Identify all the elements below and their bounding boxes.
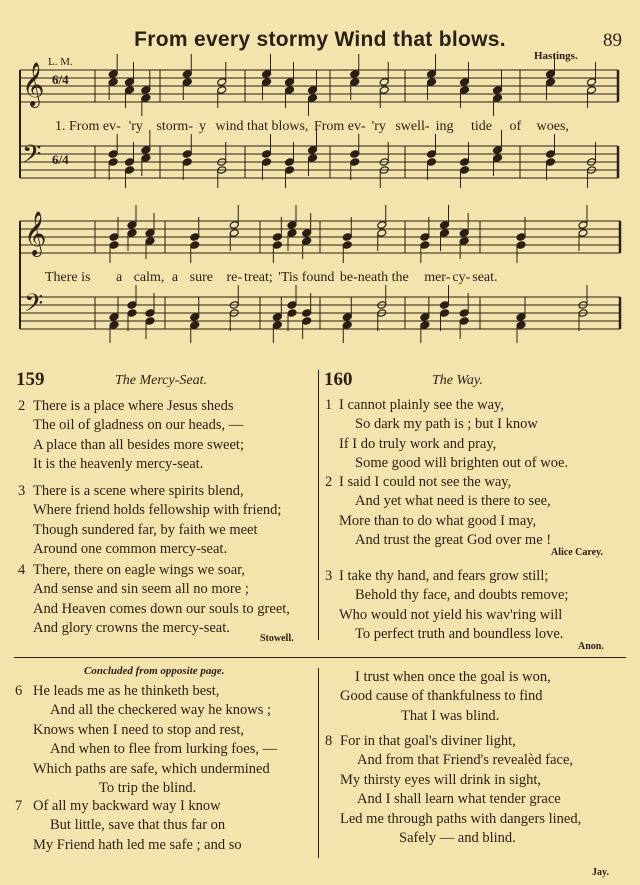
note-head — [141, 94, 151, 103]
author-credit: Anon. — [578, 641, 604, 652]
concluded-verse — [325, 668, 625, 726]
verse-line: And when to flee from lurking foes, — — [50, 741, 278, 758]
lyric: neath the — [357, 270, 409, 285]
verse-line: My thirsty eyes will drink in sight, — [340, 771, 541, 788]
note-head — [127, 309, 137, 318]
verse-line: So dark my path is ; but I know — [355, 416, 538, 433]
verse-line: To perfect truth and boundless love. — [355, 626, 564, 643]
concluded-verse — [15, 797, 315, 855]
verse-line: And I shall learn what tender grace — [357, 791, 561, 808]
note-head — [287, 301, 297, 310]
lyric: 'Tis found — [278, 270, 335, 285]
page-title: From every stormy Wind that blows. — [134, 28, 506, 51]
note-head — [493, 86, 503, 95]
note-head — [420, 241, 430, 250]
time-signature-text: 6/4 — [52, 72, 69, 87]
verse-line: I cannot plainly see the way, — [339, 397, 504, 413]
note-head — [127, 221, 137, 230]
lyric: cy — [452, 270, 466, 285]
bass-clef-icon: 𝄢 — [22, 141, 42, 174]
note-head — [493, 94, 503, 103]
author-credit: Stowell. — [260, 633, 294, 644]
treble-clef-icon: 𝄞 — [24, 213, 47, 255]
note-head — [125, 78, 135, 87]
hymn-159-verse — [18, 482, 318, 560]
note-head — [350, 158, 360, 167]
verse-line: It is the heavenly mercy-seat. — [33, 456, 204, 473]
treble-clef-icon: 𝄞 — [22, 64, 45, 106]
note-head — [127, 301, 137, 310]
verse-number: 3 — [18, 483, 26, 499]
note-head — [440, 221, 450, 230]
note-head — [578, 229, 588, 238]
note-head — [379, 78, 389, 87]
note-head — [287, 229, 297, 238]
note-head — [285, 166, 295, 175]
lyric: tide — [470, 119, 492, 134]
note-head — [217, 78, 227, 87]
verse-line: That I was blind. — [401, 707, 500, 724]
lyric: sure — [189, 270, 213, 285]
note-head — [145, 229, 155, 238]
verse-line: There, there on eagle wings we soar, — [33, 562, 245, 578]
note-head — [182, 78, 192, 87]
verse-line: And all the checkered way he knows ; — [50, 702, 272, 719]
lyric: - — [424, 119, 430, 134]
note-head — [109, 233, 119, 242]
note-head — [272, 241, 282, 250]
verse-line: I take thy hand, and fears grow still; — [339, 568, 549, 584]
verse-line: I said I could not see the way, — [339, 474, 512, 490]
verse-line: And Heaven comes down our souls to greet, — [33, 600, 290, 617]
tune-name: Hastings. — [534, 50, 578, 62]
note-head — [587, 86, 597, 95]
lyric: 1. From ev — [55, 119, 117, 134]
verse-line: Of all my backward way I know — [33, 798, 221, 814]
note-head — [141, 154, 151, 163]
lyric: - — [445, 270, 451, 285]
note-head — [285, 86, 295, 95]
note-head — [350, 150, 360, 159]
note-head — [190, 321, 200, 330]
note-head — [190, 241, 200, 250]
note-head — [109, 241, 119, 250]
note-head — [108, 158, 118, 167]
verse-line: Though sundered far, by faith we meet — [33, 521, 258, 538]
note-head — [145, 237, 155, 246]
note-head — [272, 233, 282, 242]
lyric: mer — [424, 270, 446, 285]
hymn-number: 159 — [16, 369, 45, 390]
note-head — [125, 158, 135, 167]
verse-line: And yet what need is there to see, — [355, 493, 551, 510]
hymn-159-verse — [18, 397, 318, 475]
lyric: y — [198, 119, 206, 134]
lyric: - — [188, 119, 193, 134]
note-head — [379, 86, 389, 95]
note-head — [546, 70, 556, 79]
verse-line: Knows when I need to stop and rest, — [33, 721, 245, 738]
note-head — [546, 158, 556, 167]
lyric: calm, — [133, 270, 165, 285]
time-signature-text: 6/4 — [52, 152, 69, 167]
lyric: There is — [45, 270, 91, 285]
note-head — [308, 146, 318, 155]
note-head — [459, 309, 469, 318]
lyric: - — [353, 270, 358, 285]
verse-line: To trip the blind. — [99, 780, 197, 797]
note-head — [262, 150, 272, 159]
verse-line: There is a scene where spirits blend, — [33, 483, 244, 499]
note-head — [229, 229, 239, 238]
lyric: of — [509, 119, 522, 134]
verse-number: 1 — [325, 397, 333, 413]
lyric: be — [339, 270, 354, 285]
note-head — [285, 158, 295, 167]
note-head — [440, 309, 450, 318]
hymn-159-verse — [18, 561, 318, 639]
note-head — [182, 158, 192, 167]
note-head — [127, 229, 137, 238]
note-head — [493, 146, 503, 155]
note-head — [460, 166, 470, 175]
verse-line: He leads me as he thinketh best, — [33, 683, 220, 699]
column-divider — [318, 668, 319, 858]
verse-line: And from that Friend's revealèd face, — [357, 752, 573, 769]
note-head — [342, 313, 352, 322]
note-head — [145, 317, 155, 326]
note-head — [109, 313, 119, 322]
verse-line: Led me through paths with dangers lined, — [340, 810, 582, 827]
hymn-title: The Mercy-Seat. — [115, 373, 207, 388]
time-signature — [52, 154, 69, 166]
verse-line: Behold thy face, and doubts remove; — [355, 587, 569, 604]
note-head — [125, 166, 135, 175]
note-head — [377, 221, 387, 230]
note-head — [262, 158, 272, 167]
lyrics-line-2 — [45, 270, 498, 286]
note-head — [287, 221, 297, 230]
note-head — [350, 78, 360, 87]
note-head — [420, 233, 430, 242]
note-head — [182, 70, 192, 79]
lyric: treat; — [244, 270, 273, 285]
lyric: - — [116, 119, 121, 134]
note-head — [516, 313, 526, 322]
note-head — [141, 86, 151, 95]
verse-number: 6 — [15, 683, 23, 699]
note-head — [460, 78, 470, 87]
note-head — [342, 241, 352, 250]
verse-number: 3 — [325, 568, 333, 584]
note-head — [262, 78, 272, 87]
note-head — [342, 233, 352, 242]
note-head — [578, 221, 588, 230]
note-head — [302, 309, 312, 318]
note-head — [460, 158, 470, 167]
note-head — [427, 158, 437, 167]
verse-line: There is a place where Jesus sheds — [33, 398, 234, 414]
note-head — [287, 309, 297, 318]
note-head — [108, 70, 118, 79]
hymn-title: The Way. — [432, 373, 483, 388]
note-head — [377, 229, 387, 238]
note-head — [440, 301, 450, 310]
verse-line: Who would not yield his wav'ring will — [339, 606, 563, 623]
lyric: a — [171, 270, 179, 285]
note-head — [109, 321, 119, 330]
verse-line: Which paths are safe, which undermined — [33, 760, 270, 777]
verse-line: More than to do what good I may, — [339, 512, 537, 529]
note-head — [302, 317, 312, 326]
verse-line: And trust the great God over me ! — [355, 532, 552, 549]
note-head — [350, 70, 360, 79]
hymn-160-verse — [325, 567, 625, 645]
meter-label: L. M. — [48, 56, 73, 68]
verse-number: 8 — [325, 733, 333, 749]
verse-number: 7 — [15, 798, 23, 814]
lyric: storm — [156, 119, 189, 134]
note-head — [262, 70, 272, 79]
note-head — [516, 233, 526, 242]
lyric: a — [115, 270, 123, 285]
note-head — [459, 229, 469, 238]
note-head — [108, 78, 118, 87]
verse-line: But little, save that thus far on — [50, 817, 226, 834]
note-head — [272, 321, 282, 330]
hymn-number: 160 — [324, 369, 353, 390]
note-head — [141, 146, 151, 155]
verse-line: Safely — and blind. — [399, 830, 516, 847]
verse-number: 2 — [325, 474, 333, 490]
note-head — [459, 317, 469, 326]
note-head — [302, 237, 312, 246]
note-head — [302, 229, 312, 238]
note-head — [190, 233, 200, 242]
note-head — [427, 70, 437, 79]
verse-line: A place than all besides more sweet; — [33, 436, 244, 453]
note-head — [460, 86, 470, 95]
note-head — [420, 313, 430, 322]
verse-line: Around one common mercy-seat. — [33, 541, 228, 558]
verse-line: For in that goal's diviner light, — [340, 733, 516, 749]
concluded-verse — [15, 682, 315, 798]
time-signature — [52, 74, 69, 86]
note-head — [217, 86, 227, 95]
note-head — [440, 229, 450, 238]
note-head — [229, 221, 239, 230]
lyric: - — [465, 270, 471, 285]
bass-clef-icon: 𝄢 — [24, 290, 44, 323]
verse-line: The oil of gladness on our heads, — — [33, 417, 244, 434]
note-head — [427, 150, 437, 159]
page-number: 89 — [603, 30, 622, 51]
lyrics-line-1 — [55, 119, 569, 135]
note-head — [145, 309, 155, 318]
hymn-160-verse — [325, 473, 625, 551]
note-head — [308, 86, 318, 95]
lyric: ing — [435, 119, 454, 134]
column-divider — [318, 370, 319, 640]
lyric: - — [361, 119, 366, 134]
verse-line: And sense and sin seem all no more ; — [33, 581, 249, 598]
lyric: swell — [395, 119, 425, 134]
note-head — [459, 237, 469, 246]
verse-number: 2 — [18, 398, 26, 414]
verse-line: Some good will brighten out of woe. — [355, 455, 569, 472]
note-head — [285, 78, 295, 87]
note-head — [190, 313, 200, 322]
note-head — [493, 154, 503, 163]
verse-line: And glory crowns the mercy-seat. — [33, 620, 230, 637]
lyric: woes, — [536, 119, 569, 134]
section-divider — [14, 657, 626, 658]
note-head — [546, 78, 556, 87]
lyric: - — [237, 270, 243, 285]
note-head — [427, 78, 437, 87]
note-head — [182, 150, 192, 159]
author-credit: Alice Carey. — [551, 547, 604, 558]
verse-line: Good cause of thankfulness to find — [340, 688, 543, 705]
note-head — [516, 321, 526, 330]
note-head — [108, 150, 118, 159]
music-score — [0, 0, 640, 370]
concluded-heading: Concluded from opposite page. — [84, 665, 225, 677]
lyric: 'ry — [371, 119, 386, 134]
note-head — [308, 154, 318, 163]
verse-line: My Friend hath led me safe ; and so — [33, 836, 242, 853]
author-credit: Jay. — [592, 867, 609, 878]
note-head — [516, 241, 526, 250]
note-head — [546, 150, 556, 159]
verse-line: If I do truly work and pray, — [339, 435, 497, 452]
lyric: From ev — [313, 119, 361, 134]
hymn-160-verse — [325, 396, 625, 474]
note-head — [272, 313, 282, 322]
note-head — [342, 321, 352, 330]
verse-number: 4 — [18, 562, 26, 578]
verse-line: I trust when once the goal is won, — [355, 669, 551, 685]
verse-line: Where friend holds fellowship with friend; — [33, 502, 282, 519]
note-head — [308, 94, 318, 103]
lyric: 'ry — [128, 119, 143, 134]
note-head — [420, 321, 430, 330]
lyric: re — [226, 270, 238, 285]
note-head — [125, 86, 135, 95]
lyric: wind that blows, — [215, 119, 309, 134]
concluded-verse — [325, 732, 625, 848]
lyric: seat. — [472, 270, 498, 285]
note-head — [587, 78, 597, 87]
